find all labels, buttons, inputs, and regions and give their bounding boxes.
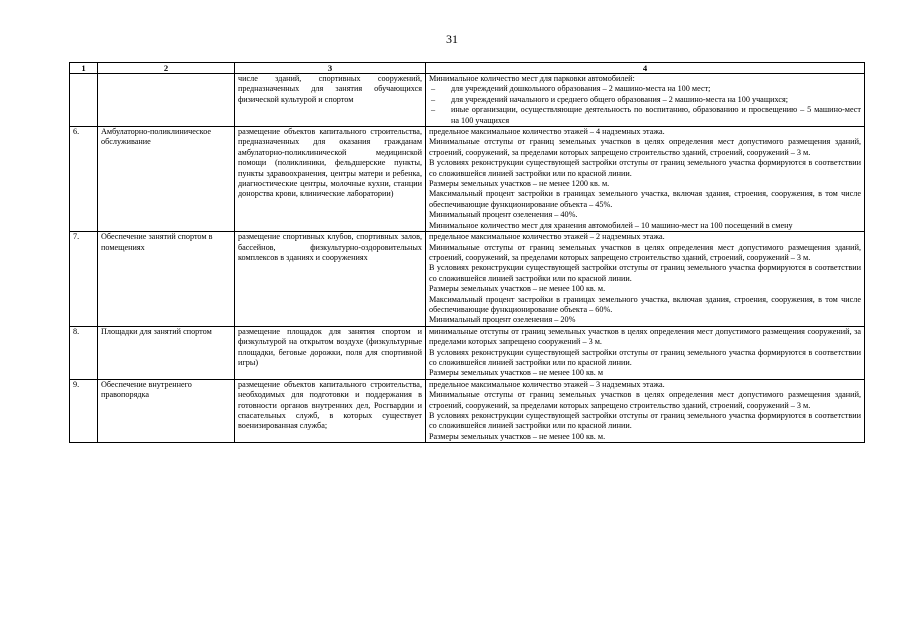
regulations-cell: [426, 127, 865, 232]
use-description: размещение спортивных клубов, спортивных залов, бассейнов, физкультурно-оздоровительных комплексов в зданиях и сооружениях: [235, 232, 426, 327]
use-description: размещение объектов капитального строительства, необходимых для подготовки и поддержания в готовности органов внутренних дел, Росгвардии и спасательных служб, в которых существует военизированная служба;: [235, 379, 426, 442]
table-row: [70, 326, 865, 379]
regulation-line: Минимальный процент озеленения – 40%.: [429, 210, 578, 220]
bullet-item: [429, 84, 861, 94]
regulation-line: Минимальный процент озеленения – 20%: [429, 315, 576, 325]
regulation-line: Минимальное количество мест для парковки автомобилей:: [429, 74, 635, 83]
regulation-line: минимальные отступы от границ земельных участков в целях определения мест допустимого размещения сооружений, за пределами которых запрещено сооружений – 3 м.: [429, 326, 861, 347]
row-number: 9.: [70, 379, 98, 442]
use-description: размещение объектов капитального строительства, предназначенных для оказания гражданам амбулаторно-поликлинической медицинской помощи (поликлиники, фельдшерские пункты, пункты здравоохранения, центры матери и ребенка, диагностические центры, молочные кухни, станции донорства крови, клинические лаборатории): [235, 127, 426, 232]
regulation-line: Размеры земельных участков – не менее 100 кв. м: [429, 368, 604, 378]
page-number: 31: [446, 32, 458, 46]
regulation-line: Минимальные отступы от границ земельных участков в целях определения мест допустимого размещения зданий, строений, сооружений, за пределами которых запрещено строительство зданий, строений, сооружений – 3 м.: [429, 137, 861, 157]
regulation-line: Размеры земельных участков – не менее 100 кв. м.: [429, 284, 606, 294]
use-description: размещение площадок для занятия спортом и физкультурой на открытом воздухе (физкультурные площадки, беговые дорожки, поля для спортивной игры): [235, 326, 426, 379]
regulation-line: Минимальное количество мест для хранения автомобилей – 10 машино-мест на 100 посещений в смену: [429, 220, 793, 230]
header-col-3: 3: [235, 63, 426, 74]
regulations-cell: [426, 74, 865, 127]
regulation-line: В условиях реконструкции существующей застройки отступы от границ земельного участка формируются в соответствии со сложившейся линией застройки или по красной линии.: [429, 347, 861, 367]
regulation-line: В условиях реконструкции существующей застройки отступы от границ земельного участка формируются в соответствии со сложившейся линией застройки или по красной линии.: [429, 158, 861, 178]
regulation-line: Минимальные отступы от границ земельных участков в целях определения мест допустимого размещения зданий, строений, сооружений, за пределами которых запрещено строительство зданий, строений, сооружений – 3 м.: [429, 242, 861, 262]
table-row: [70, 74, 865, 127]
bullet-item: [429, 105, 861, 126]
regulations-cell: [426, 379, 865, 442]
use-type: Амбулаторно-поликлиническое обслуживание: [98, 127, 235, 232]
header-col-4: 4: [426, 63, 865, 74]
use-type: Обеспечение внутреннего правопорядка: [98, 379, 235, 442]
dash-marker: –: [431, 105, 436, 115]
table-row: [70, 379, 865, 442]
bullet-text: для учреждений начального и среднего общего образования – 2 машино-места на 100 учащихся;: [451, 94, 789, 104]
use-description: числе зданий, спортивных сооружений, предназначенных для занятия обучающихся физической культурой и спортом: [235, 74, 426, 127]
bullet-text: для учреждений дошкольного образования – 2 машино-места на 100 мест;: [451, 84, 711, 94]
table-row: [70, 127, 865, 232]
row-number: 6.: [70, 127, 98, 232]
regulation-line: В условиях реконструкции существующей застройки отступы от границ земельного участка формируются в соответствии со сложившейся линией застройки или по красной линии.: [429, 263, 861, 283]
regulation-line: Максимальный процент застройки в границах земельного участка, включая здания, строения, сооружения, в том числе обеспечивающие функционирование объекта – 45%.: [429, 189, 861, 209]
use-type: Площадки для занятий спортом: [98, 326, 235, 379]
regulation-line: предельное максимальное количество этажей – 3 надземных этажа.: [429, 379, 665, 389]
dash-marker: –: [431, 94, 436, 104]
use-type: Обеспечение занятий спортом в помещениях: [98, 232, 235, 327]
dash-marker: –: [431, 84, 436, 94]
header-col-1: 1: [70, 63, 98, 74]
regulation-line: Максимальный процент застройки в границах земельного участка, включая здания, строения, сооружения, в том числе обеспечивающие функционирование объекта – 60%.: [429, 294, 861, 314]
regulation-line: Размеры земельных участков – не менее 1200 кв. м.: [429, 179, 610, 189]
use-type: [98, 74, 235, 127]
table-row: [70, 232, 865, 327]
regulation-line: Размеры земельных участков – не менее 100 кв. м.: [429, 431, 606, 441]
regulation-line: предельное максимальное количество этажей – 2 надземных этажа.: [429, 232, 665, 242]
regulations-table: [69, 62, 865, 443]
header-col-2: 2: [98, 63, 235, 74]
regulation-line: В условиях реконструкции существующей застройки отступы от границ земельного участка формируются в соответствии со сложившейся линией застройки или по красной линии.: [429, 411, 861, 431]
row-number: [70, 74, 98, 127]
table-header-row: [70, 63, 865, 74]
regulation-line: предельное максимальное количество этажей – 4 надземных этажа.: [429, 127, 665, 137]
regulations-cell: [426, 232, 865, 327]
bullet-item: [429, 95, 861, 105]
row-number: 7.: [70, 232, 98, 327]
regulations-cell: [426, 326, 865, 379]
regulation-line: Минимальные отступы от границ земельных участков в целях определения мест допустимого размещения зданий, строений, сооружений, за пределами которых запрещено строительство зданий, строений, сооружений – 3 м.: [429, 390, 861, 410]
row-number: 8.: [70, 326, 98, 379]
bullet-text: иные организации, осуществляющие деятельность по воспитанию, образованию и просвещению – 5 машино-мест на 100 учащихся: [451, 105, 861, 125]
